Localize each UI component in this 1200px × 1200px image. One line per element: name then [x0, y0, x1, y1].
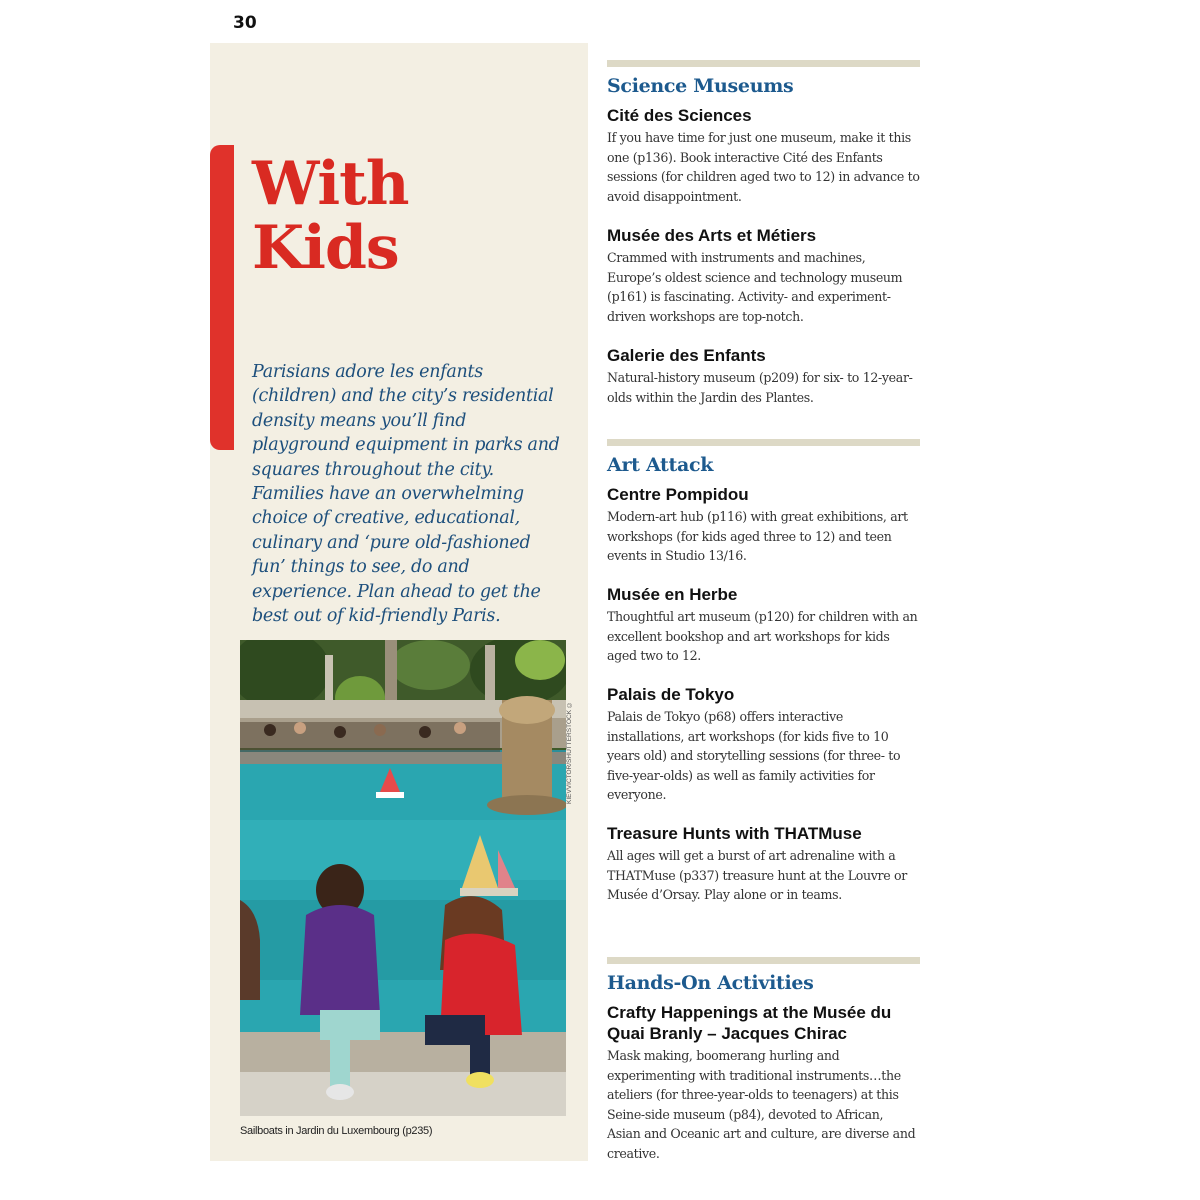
photo-caption: Sailboats in Jardin du Luxembourg (p235): [240, 1125, 433, 1137]
entry-quai-branly-crafty-happenings: [607, 1002, 920, 1164]
entry-cite-des-sciences: [607, 105, 920, 206]
chapter-title-line1: With: [252, 149, 409, 219]
photo-credit: KIEVVICTOR/SHUTTERSTOCK ©: [566, 701, 573, 804]
entry-title: Cité des Sciences: [607, 106, 752, 125]
entry-centre-pompidou: [607, 484, 920, 566]
entry-thatmuse-treasure-hunts: [607, 823, 920, 905]
section-heading: Science Museums: [607, 75, 794, 97]
entry-text: Natural-history museum (p209) for six- to 12-year-olds within the Jardin des Plantes.: [607, 370, 913, 405]
chapter-intro-text: Parisians adore les enfants (children) and the city’s residential density means you’ll find playground equipment in parks and squares throughout the city. Families have an overwhelming choice of creative, educational, culinary and ‘pure old-fashioned fun’ things to see, do and experience. Plan ahead to get the best out of kid-friendly Paris.: [252, 362, 560, 627]
section-divider: [607, 60, 920, 67]
entry-title: Musée des Arts et Métiers: [607, 226, 817, 245]
entry-title: Musée en Herbe: [607, 585, 738, 604]
chapter-tab-marker: [210, 145, 234, 450]
entry-galerie-des-enfants: [607, 345, 920, 407]
entry-text: All ages will get a burst of art adrenaline with a THATMuse (p337) treasure hunt at the Louvre or Musée d’Orsay. Play alone or in teams.: [607, 848, 907, 903]
entry-palais-de-tokyo: [607, 684, 920, 805]
entry-text: Mask making, boomerang hurling and experimenting with traditional instruments…the ateliers (for three-year-olds to teenagers) at this Seine-side museum (p84), devoted to African, Asian and Oceanic art and culture, are diverse and creative.: [607, 1048, 916, 1161]
section-hands-on-activities: [607, 957, 920, 1177]
section-science-museums: [607, 60, 920, 420]
section-heading: Art Attack: [607, 454, 714, 476]
entry-text: If you have time for just one museum, make it this one (p136). Book interactive Cité des Enfants sessions (for children aged two to 12) in advance to avoid disappointment.: [607, 130, 920, 204]
entry-text: Palais de Tokyo (p68) offers interactive installations, art workshops (for kids five to 10 years old) and storytelling sessions (for three- to five-year-olds) as well as family activities for everyone.: [607, 709, 901, 803]
chapter-title: [252, 149, 572, 283]
entry-title: Centre Pompidou: [607, 485, 749, 504]
entry-text: Modern-art hub (p116) with great exhibitions, art workshops (for kids aged three to 12) and teen events in Studio 13/16.: [607, 509, 908, 564]
entry-text: Crammed with instruments and machines, Europe’s oldest science and technology museum (p161) is fascinating. Activity- and experiment-driven workshops are top-notch.: [607, 250, 903, 324]
entry-title: Crafty Happenings at the Musée du Quai Branly – Jacques Chirac: [607, 1003, 892, 1043]
section-heading: Hands-On Activities: [607, 972, 814, 994]
section-art-attack: [607, 439, 920, 939]
entry-title: Palais de Tokyo: [607, 685, 735, 704]
entry-musee-en-herbe: [607, 584, 920, 666]
chapter-title-line2: Kids: [252, 213, 399, 283]
entry-musee-arts-metiers: [607, 225, 920, 326]
entry-title: Galerie des Enfants: [607, 346, 766, 365]
sailboats-photo: [240, 640, 566, 1116]
section-divider: [607, 439, 920, 446]
page-number: 30: [233, 13, 257, 33]
entry-text: Thoughtful art museum (p120) for children with an excellent bookshop and art workshops for kids aged two to 12.: [607, 609, 918, 664]
section-divider: [607, 957, 920, 964]
entry-title: Treasure Hunts with THATMuse: [607, 824, 862, 843]
